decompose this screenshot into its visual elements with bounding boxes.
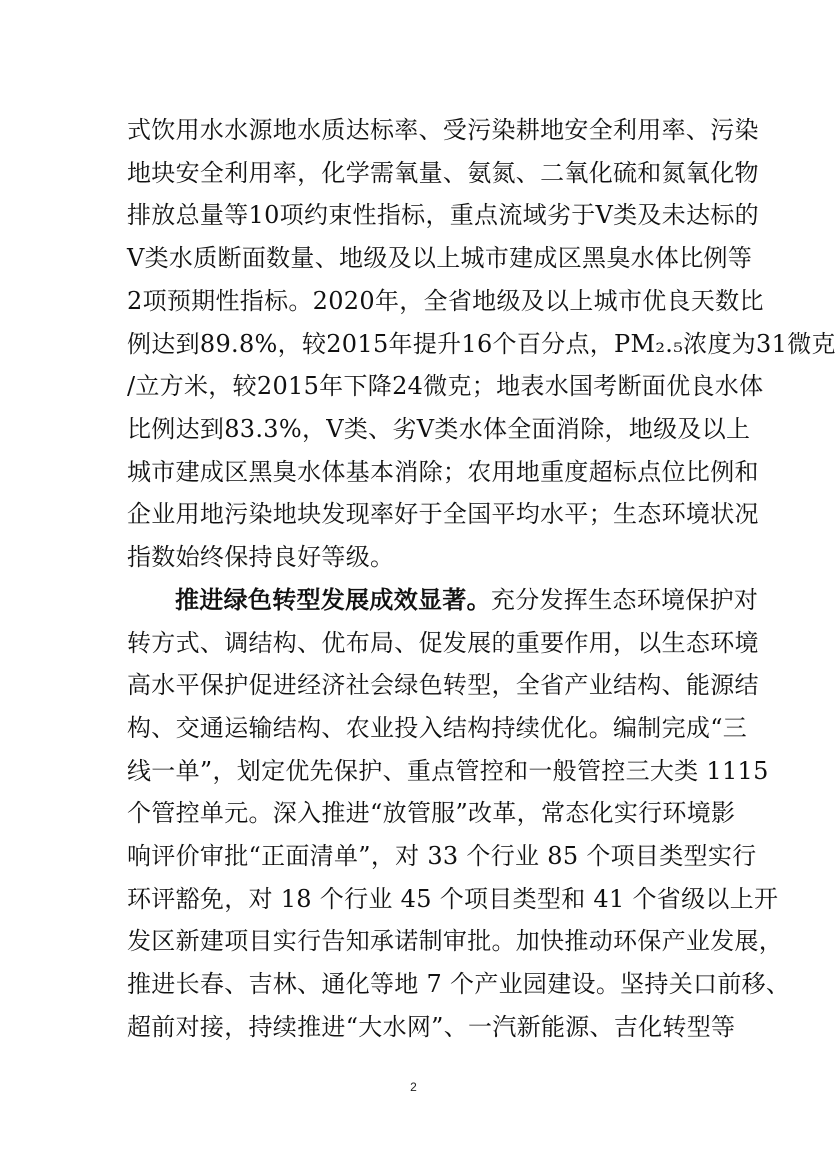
page-number: 2 (410, 1080, 417, 1094)
text-line: 转方式、调结构、优布局、促发展的重要作用，以生态环境 (127, 629, 759, 657)
text-line: 构、交通运输结构、农业投入结构持续优化。编制完成“三 (127, 714, 748, 742)
text-line: 推进长春、吉林、通化等地 7 个产业园建设。坚持关口前移、 (127, 970, 791, 998)
text-line: 城市建成区黑臭水体基本消除；农用地重度超标点位比例和 (127, 458, 759, 486)
text-line: 例达到89.8%，较2015年提升16个百分点，PM₂.₅浓度为31微克 (127, 330, 836, 358)
text-line: 比例达到83.3%，Ⅴ类、劣Ⅴ类水体全面消除，地级及以上 (127, 415, 751, 443)
text-line: /立方米，较2015年下降24微克；地表水国考断面优良水体 (127, 372, 764, 400)
text-line: 2项预期性指标。2020年，全省地级及以上城市优良天数比 (127, 287, 764, 315)
text-line: 超前对接，持续推进“大水网”、一汽新能源、吉化转型等 (127, 1013, 736, 1041)
text-span: 充分发挥生态环境保护对 (490, 586, 759, 614)
text-line: 个管控单元。深入推进“放管服”改革，常态化实行环境影 (127, 799, 736, 827)
paragraph-first-line (175, 580, 759, 620)
text-line: 排放总量等10项约束性指标，重点流域劣于Ⅴ类及未达标的 (127, 201, 759, 229)
text-line: 企业用地污染地块发现率好于全国平均水平；生态环境状况 (127, 500, 759, 528)
text-line: Ⅴ类水质断面数量、地级及以上城市建成区黑臭水体比例等 (127, 244, 753, 272)
text-line: 发区新建项目实行告知承诺制审批。加快推动环保产业发展， (127, 927, 784, 955)
text-line: 地块安全利用率，化学需氧量、氨氮、二氧化硫和氮氧化物 (127, 159, 759, 187)
paragraph-heading: 推进绿色转型发展成效显著。 (175, 585, 491, 614)
text-line: 线一单”，划定优先保护、重点管控和一般管控三大类 1115 (127, 757, 769, 785)
text-line: 高水平保护促进经济社会绿色转型，全省产业结构、能源结 (127, 671, 759, 699)
text-line: 环评豁免，对 18 个行业 45 个项目类型和 41 个省级以上开 (127, 885, 779, 913)
text-line: 响评价审批“正面清单”，对 33 个行业 85 个项目类型实行 (127, 842, 757, 870)
text-line: 式饮用水水源地水质达标率、受污染耕地安全利用率、污染 (127, 116, 759, 144)
text-line: 指数始终保持良好等级。 (127, 543, 395, 571)
